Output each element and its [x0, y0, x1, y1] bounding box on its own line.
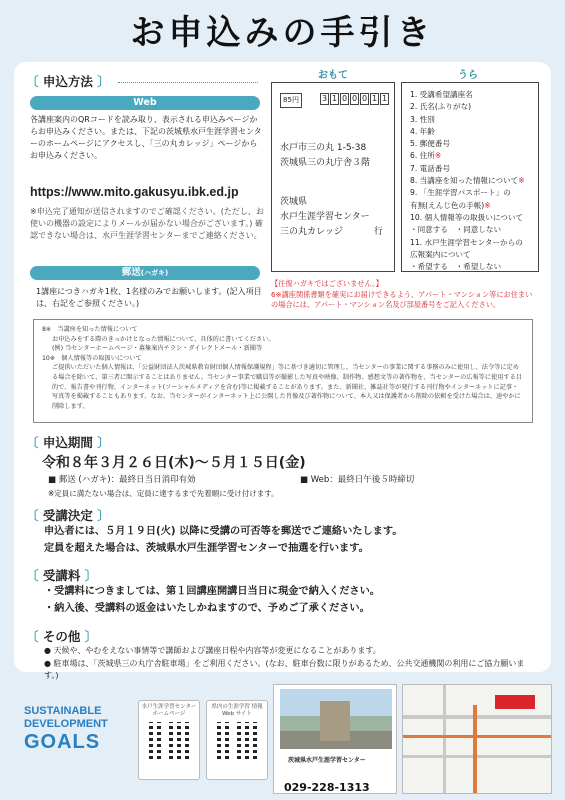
address-line: 茨城県三の丸庁舎３階 [280, 158, 371, 168]
back-items-list [410, 89, 525, 273]
back-item: 有無(えんじ色の手帳)※ [410, 200, 491, 210]
center-name: 茨城県水戸生涯学習センター [288, 757, 366, 764]
back-item: ・同意する ・同意しない [410, 225, 502, 235]
sdg-line-3: GOALS [24, 731, 101, 753]
decision-line-1: 申込者には、５月１９日(火) 以降に受講の可否等を郵送でご連絡いたします。 [44, 526, 403, 537]
zip-code [320, 93, 389, 105]
stamp: 85円 [280, 93, 302, 108]
recipient-suffix: 行 [374, 227, 384, 237]
back-item: 8. 当講座を知った情報について※ [410, 176, 525, 186]
back-label: うら [458, 70, 478, 81]
period-heading: 〔 申込期間 〕 [26, 435, 110, 450]
period-note: ※定員に満たない場合は、定員に達するまで先着順に受け付けます。 [48, 489, 279, 498]
other-line-2: ● 駐車場は、「茨城県三の丸庁舎駐車場」をご利用ください。(なお、駐車台数に限りがあるため、公共交通機関の利用にご協力願います。) [44, 659, 525, 680]
back-item: 4. 年齢 [410, 126, 435, 136]
privacy-box [33, 319, 533, 423]
postcard-back [401, 82, 539, 272]
page-title: お申込みの手引き [130, 12, 435, 53]
mail-label: 郵送(ハガキ) [30, 266, 260, 280]
fee-line-1: ・受講料につきましては、第１回講座開講日当日に現金で納入ください。 [44, 586, 380, 597]
web-url[interactable]: https://www.mito.gakusyu.ibk.ed.jp [30, 185, 239, 199]
title-bar [0, 0, 565, 58]
front-label: おもて [318, 70, 348, 81]
back-item: 2. 氏名(ふりがな) [410, 102, 472, 112]
red-note [271, 279, 539, 311]
back-item: 3. 性別 [410, 114, 435, 124]
other-line-1: ● 天候や、やむをえない事情等で講師および講座日程や内容等が変更になることがあります。 [44, 646, 381, 655]
recipient [280, 195, 370, 240]
back-item: 11. 水戸生涯学習センターからの [410, 237, 523, 247]
required-mark: ※ [484, 200, 491, 210]
sdg-logo [24, 705, 128, 753]
address [280, 141, 370, 171]
red-note-2: 6※講座関係書類を確実にお届けできるよう、アパート・マンション等にお住まいの場合には、アパート・マンション名及び部屋番号をご記入ください。 [271, 289, 533, 309]
back-item: 10. 個人情報等の取扱いについて [410, 212, 524, 222]
address-line: 水戸市三の丸 1-5-38 [280, 143, 367, 153]
privacy-p8-example: (例) 当センターホームページ・募集案内チラシ・ダイレクトメール・新聞等 [52, 345, 263, 353]
back-item: 広報案内について [410, 249, 471, 259]
sdg-line-2: DEVELOPMENT [24, 718, 108, 730]
other-heading: 〔 その他 〕 [26, 629, 98, 644]
back-item: 6. 住所※ [410, 151, 442, 161]
building-photo [280, 689, 392, 749]
qr-center-homepage[interactable] [138, 700, 200, 780]
map-road [403, 755, 552, 758]
phone-number: 029-228-1313 [284, 781, 370, 794]
recipient-line: 三の丸カレッジ [280, 227, 343, 237]
web-note: ※申込完了通知が送信されますのでご確認ください。(ただし、お使いの機器の設定によりメールが届かない場合がございます。) 確認できない場合は、水戸生涯学習センターまでご連絡ください。 [30, 207, 264, 240]
decision-heading: 〔 受講決定 〕 [26, 508, 110, 523]
map-location-marker [495, 695, 535, 709]
back-item: 5. 郵便番号 [410, 139, 451, 149]
fee-line-2: ・納入後、受講料の返金はいたしかねますので、予めご了承ください。 [44, 603, 370, 614]
center-card [273, 684, 397, 794]
period-dates: 令和８年３月２６日(木)～５月１５日(金) [42, 455, 306, 471]
qr-prefecture-site[interactable] [206, 700, 268, 780]
building-icon [320, 701, 350, 741]
required-mark: ※ [434, 151, 442, 161]
zip-digit: 0 [341, 94, 348, 103]
privacy-p10-body: ご提供いただいた個人情報は、「公益財団法人茨城県教育財団個人情報保護規程」等に基づき適切に管理し、当センターの事業に関する事務のみに使用し、法令等に定める場合を除いて、第三者に開示することはありません。当センター事業で職員等が撮影した写真や映像、制作物、感想文等の著作物を、当センターの広報等に使用する目的で、報告書や刊行物、インターネット(ソーシャルメディアを含む)等に掲載することがあります。また、新聞社、雑誌社等が発行する刊行物やインターネットに記事・写真等を掲載することもあります。なお、当センターがインターネット上に公開した肖像及び著作物について、本人又は保護者から削除の依頼を受けた場合は、速やかに削除します。 [52, 364, 522, 410]
map-main-road [403, 735, 552, 738]
privacy-p10-title: 10※ 個人情報等の取扱いについて [42, 354, 142, 362]
zip-digit: 3 [321, 94, 328, 103]
back-item: ・希望する ・希望しない [410, 262, 502, 272]
postcard-front [271, 82, 395, 272]
method-heading: 〔 申込方法 〕 [26, 74, 110, 89]
period-mail: ■ 郵送 (ハガキ)：最終日当日消印有効 [48, 475, 196, 485]
map-main-road [473, 705, 477, 794]
qr-code-icon [217, 722, 257, 762]
zip-digit: 0 [351, 94, 358, 103]
qr-caption: 県内の生涯学習 情報 Web サイト [211, 704, 263, 717]
qr-code-icon [149, 722, 189, 762]
required-mark: ※ [518, 176, 525, 186]
back-item: 1. 受講希望講座名 [410, 90, 473, 99]
qr-caption: 水戸生涯学習センター ホームページ [141, 704, 197, 717]
map-road [443, 685, 446, 794]
privacy-p8-body: お申込みをする際のきっかけとなった情報について、具体的に書いてください。 [52, 335, 275, 343]
zip-digit: 1 [371, 94, 378, 103]
recipient-line: 茨城県 [280, 197, 308, 207]
zip-digit: 1 [381, 94, 388, 103]
back-item: 7. 電話番号 [410, 163, 451, 173]
back-item: 9. 「生涯学習パスポート」の [410, 188, 511, 198]
red-note-1: 【往復ハガキではございません。】 [271, 279, 383, 288]
web-label: Web [30, 96, 260, 110]
mail-text: 1講座につきハガキ1枚、1名様のみでお願いします。(記入項目は、右記をご参照ください。) [36, 287, 262, 308]
period-web: ■ Web：最終日午後５時締切 [300, 475, 415, 485]
decision-line-2: 定員を超えた場合は、茨城県水戸生涯学習センターで抽選を行います。 [44, 543, 369, 554]
fee-heading: 〔 受講料 〕 [26, 568, 98, 583]
zip-digit: 1 [331, 94, 338, 103]
zip-digit: 0 [361, 94, 368, 103]
recipient-line: 水戸生涯学習センター [280, 212, 370, 222]
sdg-line-1: SUSTAINABLE [24, 705, 102, 717]
map-road [403, 715, 552, 719]
web-text: 各講座案内のQRコードを読み取り、表示される申込みページからお申込みください。または、下記の茨城県水戸生涯学習センターのホームページにアクセスし、「三の丸カレッジ」ページからお申込みください。 [30, 115, 262, 160]
access-map [402, 684, 552, 794]
divider [118, 82, 258, 83]
privacy-p8-title: 8※ 当講座を知った情報について [42, 326, 138, 333]
